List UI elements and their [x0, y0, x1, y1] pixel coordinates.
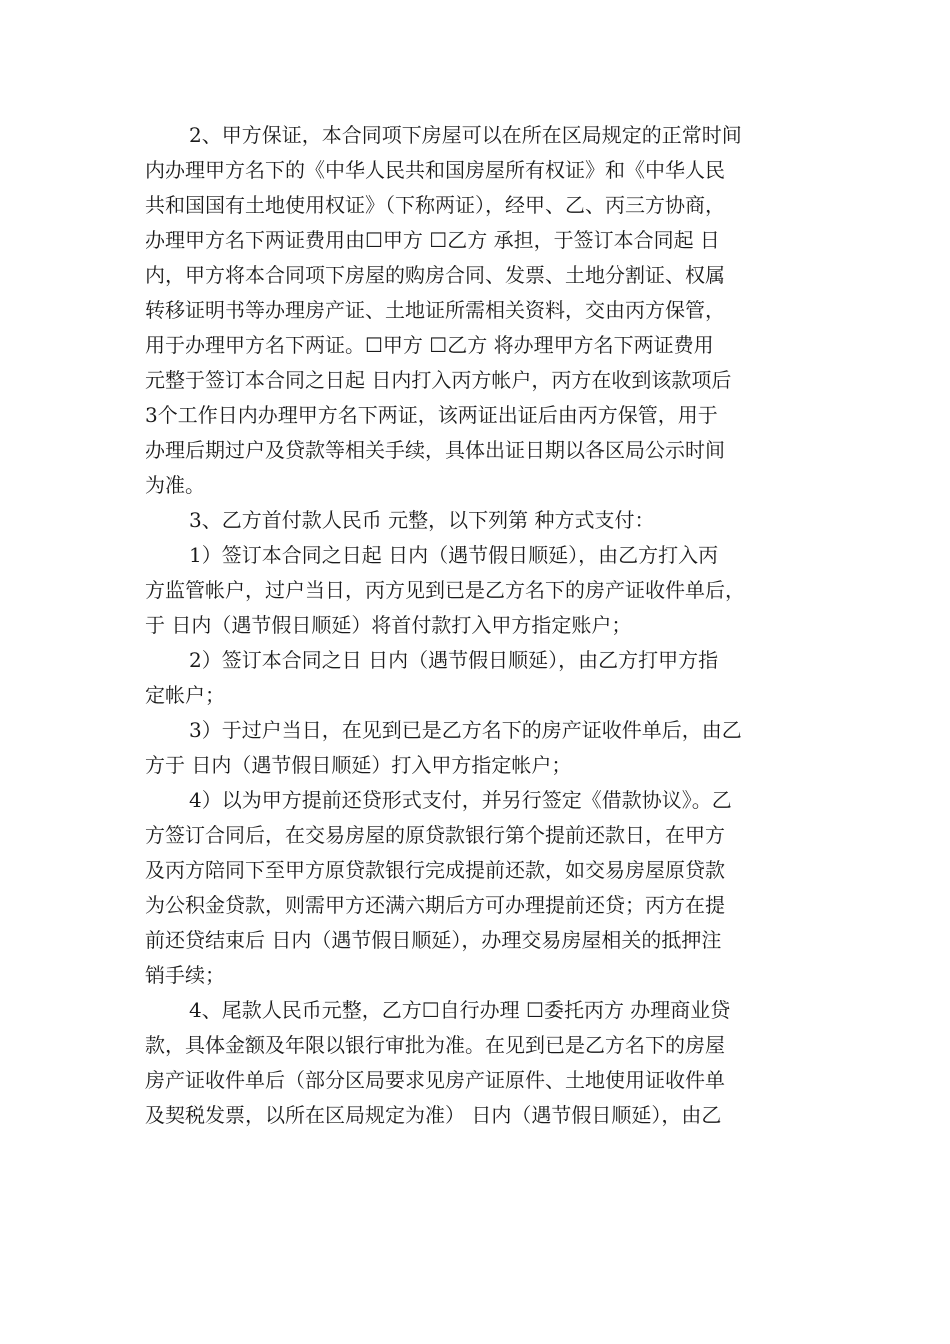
paragraph-line: 转移证明书等办理房产证、土地证所需相关资料，交由丙方保管， — [145, 298, 725, 322]
paragraph-line: 款，具体金额及年限以银行审批为准。在见到已是乙方名下的房屋 — [145, 1033, 725, 1057]
paragraph-line: 方监管帐户，过户当日，丙方见到已是乙方名下的房产证收件单后， — [145, 578, 745, 602]
paragraph-line: 3）于过户当日，在见到已是乙方名下的房产证收件单后，由乙 — [189, 718, 742, 742]
paragraph-line: 办理后期过户及贷款等相关手续，具体出证日期以各区局公示时间 — [145, 438, 725, 462]
paragraph-line: 元整于签订本合同之日起 日内打入丙方帐户，丙方在收到该款项后 — [145, 368, 732, 392]
paragraph-line: 定帐户； — [145, 683, 225, 707]
paragraph-line: 及契税发票，以所在区局规定为准） 日内（遇节假日顺延），由乙 — [145, 1103, 722, 1127]
paragraph-line: 共和国国有土地使用权证》（下称两证），经甲、乙、丙三方协商， — [145, 193, 725, 217]
paragraph-line: 为公积金贷款，则需甲方还满六期后方可办理提前还贷；丙方在提 — [145, 893, 725, 917]
paragraph-line: 房产证收件单后（部分区局要求见房产证原件、土地使用证收件单 — [145, 1068, 725, 1092]
paragraph-line: 4、尾款人民币元整，乙方☐自行办理 ☐委托丙方 办理商业贷 — [189, 998, 731, 1022]
paragraph-line: 前还贷结束后 日内（遇节假日顺延），办理交易房屋相关的抵押注 — [145, 928, 722, 952]
paragraph-line: 3、乙方首付款人民币 元整，以下列第 种方式支付： — [189, 508, 655, 532]
paragraph-line: 内办理甲方名下的《中华人民共和国房屋所有权证》和《中华人民 — [145, 158, 725, 182]
paragraph-line: 销手续； — [145, 963, 225, 987]
document-page — [145, 118, 815, 1133]
paragraph-line: 1）签订本合同之日起 日内（遇节假日顺延），由乙方打入丙 — [189, 543, 719, 567]
paragraph-line: 3个工作日内办理甲方名下两证，该两证出证后由丙方保管，用于 — [145, 403, 718, 427]
paragraph-line: 及丙方陪同下至甲方原贷款银行完成提前还款，如交易房屋原贷款 — [145, 858, 725, 882]
paragraph-line: 用于办理甲方名下两证。☐甲方 ☐乙方 将办理甲方名下两证费用 — [145, 333, 714, 357]
paragraph-line: 2）签订本合同之日 日内（遇节假日顺延），由乙方打甲方指 — [189, 648, 719, 672]
paragraph-line: 内，甲方将本合同项下房屋的购房合同、发票、土地分割证、权属 — [145, 263, 725, 287]
paragraph-line: 方签订合同后，在交易房屋的原贷款银行第个提前还款日，在甲方 — [145, 823, 725, 847]
paragraph-line: 4）以为甲方提前还贷形式支付，并另行签定《借款协议》。乙 — [189, 788, 732, 812]
paragraph-line: 为准。 — [145, 473, 205, 497]
paragraph-line: 于 日内（遇节假日顺延）将首付款打入甲方指定账户； — [145, 613, 632, 637]
paragraph-line: 办理甲方名下两证费用由☐甲方 ☐乙方 承担，于签订本合同起 日 — [145, 228, 720, 252]
paragraph-line: 2、甲方保证，本合同项下房屋可以在所在区局规定的正常时间 — [189, 123, 742, 147]
paragraph-line: 方于 日内（遇节假日顺延）打入甲方指定帐户； — [145, 753, 572, 777]
